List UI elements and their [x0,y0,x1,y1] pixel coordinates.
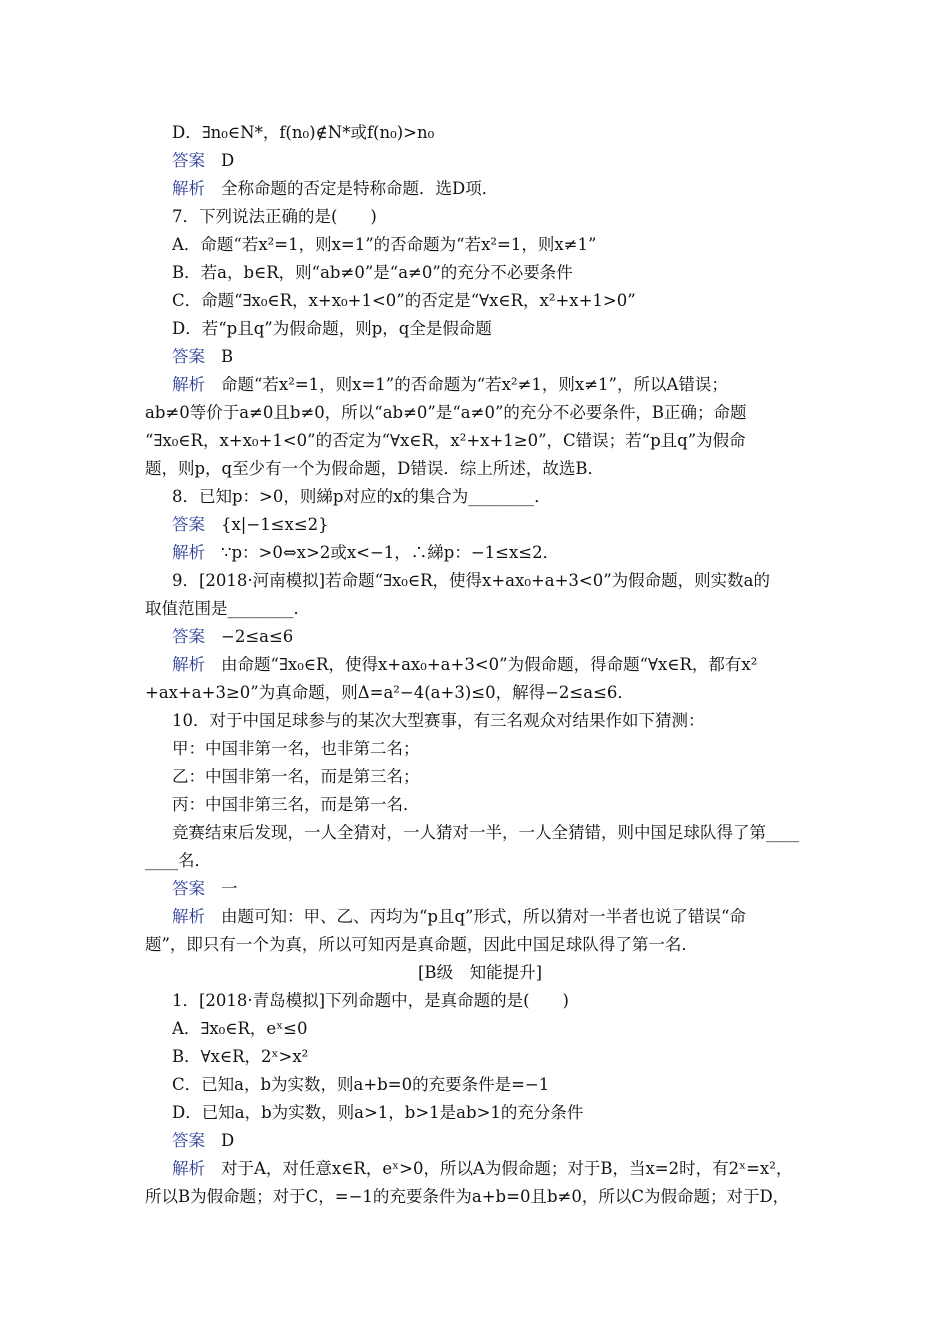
text-line [172,346,815,368]
line-text: 乙：中国非第一名，而是第三名； [172,767,420,786]
text-line [172,990,815,1012]
answer-label: 解析 [172,1159,205,1178]
answer-label: 解析 [172,375,205,394]
line-text: 一 [221,879,238,898]
text-line [172,1074,815,1096]
answer-label: 解析 [172,543,205,562]
text-line [172,290,815,312]
line-text: 对于A，对任意x∈R，eˣ>0，所以A为假命题；对于B，当x=2时，有2ˣ=x²， [221,1159,793,1178]
text-line [172,234,815,256]
line-text: D [221,151,235,170]
line-text: A．∃x₀∈R，eˣ≤0 [172,1019,308,1038]
answer-label: 解析 [172,907,205,926]
text-line [172,178,815,200]
line-text: 题”，即只有一个为真，所以可知丙是真命题，因此中国足球队得了第一名． [145,935,698,954]
line-text: 7．下列说法正确的是( ) [172,207,377,226]
answer-label: 答案 [172,1131,205,1150]
answer-label: 答案 [172,879,205,898]
line-text: D．已知a，b为实数，则a>1，b>1是ab>1的充分条件 [172,1103,584,1122]
text-line [172,878,815,900]
line-text: 由题可知：甲、乙、丙均为“p且q”形式，所以猜对一半者也说了错误“命 [221,907,746,926]
line-text: ∵p：>0⇔x>2或x<−1，∴綈p：−1≤x≤2． [221,543,560,562]
text-line [172,374,815,396]
answer-label: 答案 [172,627,205,646]
text-line [172,822,815,844]
line-text: D [221,1131,235,1150]
text-line [172,150,815,172]
line-text: 命题“若x²=1，则x=1”的否命题为“若x²≠1，则x≠1”，所以A错误； [221,375,728,394]
text-line [145,934,815,956]
line-text: 全称命题的否定是特称命题．选D项． [221,179,499,198]
answer-label: 解析 [172,655,205,674]
line-text: C．已知a，b为实数，则a+b=0的充要条件是=−1 [172,1075,550,1094]
text-line [172,122,815,144]
text-line [145,458,815,480]
line-text: ab≠0等价于a≠0且b≠0，所以“ab≠0”是“a≠0”的充分不必要条件，B正确；命题 [145,403,747,422]
section-heading [145,962,815,984]
line-text: 竞赛结束后发现，一人全猜对，一人猜对一半，一人全猜错，则中国足球队得了第____ [172,823,799,842]
line-text: B．若a，b∈R，则“ab≠0”是“a≠0”的充分不必要条件 [172,263,573,282]
line-text: 所以B为假命题；对于C，=−1的充要条件为a+b=0且b≠0，所以C为假命题；对于D， [145,1187,790,1206]
text-line [172,906,815,928]
text-line [172,738,815,760]
text-line [172,570,815,592]
line-text: B [221,347,234,366]
line-text: 甲：中国非第一名，也非第二名； [172,739,420,758]
text-line [145,682,815,704]
line-text: ____名． [145,851,211,870]
text-line [145,1186,815,1208]
line-text: D．∃n₀∈N*，f(n₀)∉N*或f(n₀)>n₀ [172,123,435,142]
text-line [172,206,815,228]
text-line [172,318,815,340]
line-text: “∃x₀∈R，x+x₀+1<0”的否定为“∀x∈R，x²+x+1≥0”，C错误；若“p且q”为假命 [145,431,746,450]
text-line [172,1046,815,1068]
text-line [172,1158,815,1180]
text-line [172,626,815,648]
text-line [145,598,815,620]
line-text: 取值范围是________． [145,599,310,618]
answer-label: 解析 [172,179,205,198]
line-text: 1．[2018·青岛模拟]下列命题中，是真命题的是( ) [172,991,569,1010]
line-text: {x|−1≤x≤2} [221,515,329,534]
text-line [172,766,815,788]
text-line [172,1102,815,1124]
answer-label: 答案 [172,347,205,366]
line-text: [B级 知能提升] [418,963,542,982]
text-line [172,1130,815,1152]
text-line [172,710,815,732]
text-line [172,514,815,536]
line-text: −2≤a≤6 [221,627,294,646]
text-line [172,1018,815,1040]
line-text: 丙：中国非第三名，而是第一名． [172,795,420,814]
line-text: 8．已知p：>0，则綈p对应的x的集合为________． [172,487,551,506]
answer-label: 答案 [172,151,205,170]
line-text: 题，则p，q至少有一个为假命题，D错误．综上所述，故选B． [145,459,604,478]
line-text: D．若“p且q”为假命题，则p，q全是假命题 [172,319,492,338]
line-text: C．命题“∃x₀∈R，x+x₀+1<0”的否定是“∀x∈R，x²+x+1>0” [172,291,636,310]
text-line [145,402,815,424]
text-line [145,430,815,452]
text-line [172,794,815,816]
text-line [172,262,815,284]
text-line [172,486,815,508]
answer-label: 答案 [172,515,205,534]
text-line [172,542,815,564]
line-text: 由命题“∃x₀∈R，使得x+ax₀+a+3<0”为假命题，得命题“∀x∈R，都有x² [221,655,758,674]
text-line [145,850,815,872]
text-line [172,654,815,676]
line-text: A．命题“若x²=1，则x=1”的否命题为“若x²=1，则x≠1” [172,235,597,254]
line-text: 9．[2018·河南模拟]若命题“∃x₀∈R，使得x+ax₀+a+3<0”为假命题，则实数a的 [172,571,771,590]
line-text: B．∀x∈R，2ˣ>x² [172,1047,309,1066]
line-text: +ax+a+3≥0”为真命题，则Δ=a²−4(a+3)≤0，解得−2≤a≤6． [145,683,634,702]
line-text: 10．对于中国足球参与的某次大型赛事，有三名观众对结果作如下猜测： [172,711,705,730]
